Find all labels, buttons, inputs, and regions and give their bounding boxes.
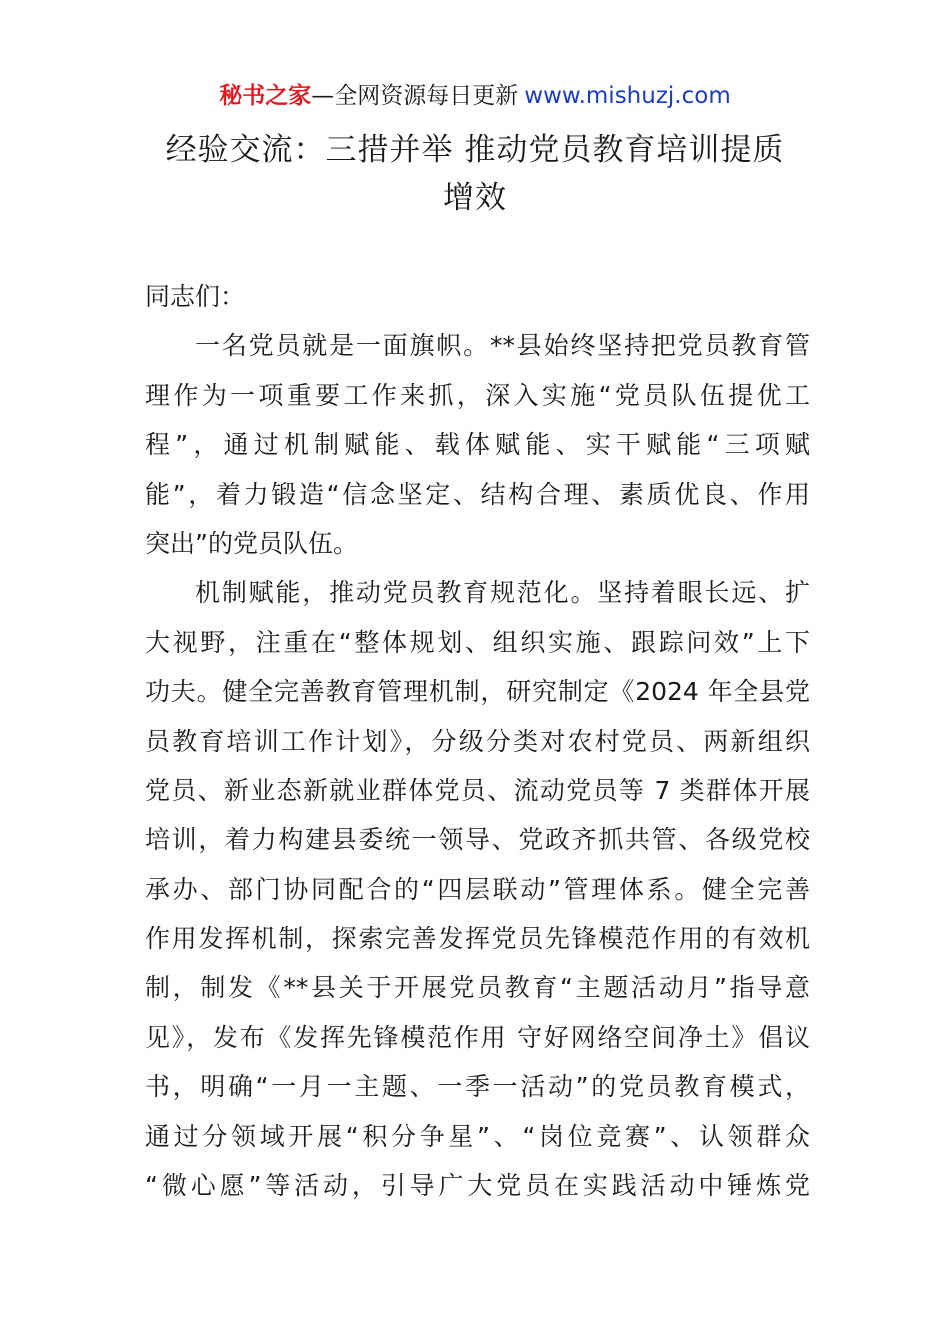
paragraph-line: 一名党员就是一面旗帜。**县始终坚持把党员教育管 (195, 331, 810, 361)
document-body (145, 272, 810, 1210)
paragraph-line: 党员、新业态新就业群体党员、流动党员等 7 类群体开展 (145, 775, 810, 805)
title-line-1: 经验交流：三措并举 推动党员教育培训提质 (165, 132, 785, 168)
paragraph-line: 制，制发《**县关于开展党员教育“主题活动月”指导意 (145, 973, 810, 1003)
salutation: 同志们： (145, 282, 246, 311)
paragraph-line: 作用发挥机制，探索完善发挥党员先锋模范作用的有效机 (145, 924, 810, 954)
document-title (145, 126, 805, 222)
paragraph-line: “微心愿”等活动，引导广大党员在实践活动中锤炼党 (145, 1171, 810, 1201)
paragraph-line: 培训，着力构建县委统一领导、党政齐抓共管、各级党校 (145, 825, 810, 855)
header-tagline: —全网资源每日更新 (311, 83, 519, 109)
paragraph-line: 见》，发布《发挥先锋模范作用 守好网络空间净土》倡议 (145, 1022, 810, 1052)
paragraph-line: 功夫。健全完善教育管理机制，研究制定《2024 年全县党 (145, 677, 810, 707)
paragraph-line: 程”，通过机制赋能、载体赋能、实干赋能“三项赋 (145, 430, 810, 460)
paragraph-line: 大视野，注重在“整体规划、组织实施、跟踪问效”上下 (145, 627, 810, 657)
paragraph-line: 机制赋能，推动党员教育规范化。坚持着眼长远、扩 (195, 578, 810, 608)
paragraph-line: 理作为一项重要工作来抓，深入实施“党员队伍提优工 (145, 380, 810, 410)
paragraph-2 (145, 568, 810, 1210)
paragraph-1 (145, 321, 810, 568)
title-line-2: 增效 (443, 180, 507, 216)
brand-name: 秘书之家 (219, 83, 312, 109)
paragraph-line: 能”，着力锻造“信念坚定、结构合理、素质优良、作用 (145, 479, 810, 509)
site-url-link[interactable]: www.mishuzj.com (524, 83, 731, 109)
paragraph-line: 书，明确“一月一主题、一季一活动”的党员教育模式， (145, 1072, 810, 1102)
paragraph-line: 通过分领域开展“积分争星”、“岗位竞赛”、认领群众 (145, 1121, 810, 1151)
paragraph-line: 突出”的党员队伍。 (145, 528, 358, 558)
site-header (0, 80, 950, 112)
paragraph-line: 承办、部门协同配合的“四层联动”管理体系。健全完善 (145, 874, 810, 904)
paragraph-line: 员教育培训工作计划》，分级分类对农村党员、两新组织 (145, 726, 810, 756)
